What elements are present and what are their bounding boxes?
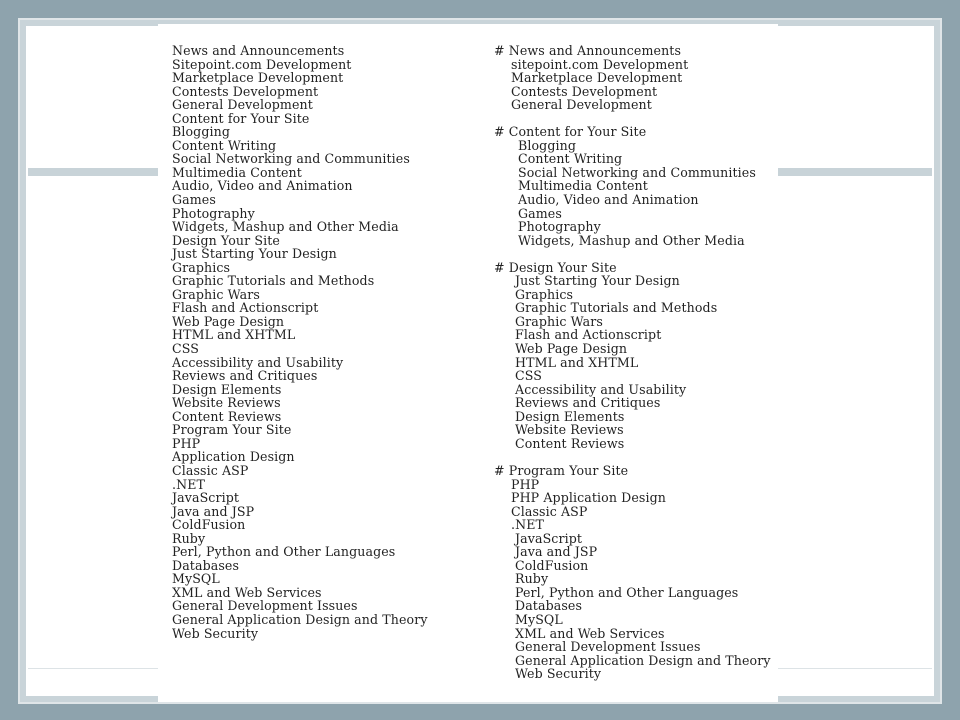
section-heading: # Content for Your Site: [494, 124, 647, 140]
forum-list-item: XML and Web Services: [515, 625, 665, 641]
forum-list-item: Audio, Video and Animation: [518, 192, 699, 208]
forum-list-item: Content Reviews: [515, 435, 625, 451]
section-heading: # Design Your Site: [494, 259, 617, 275]
forum-list-item: Reviews and Critiques: [515, 395, 661, 411]
forum-list-item: PHP Application Design: [511, 490, 666, 506]
forum-list-item: General Application Design and Theory: [515, 652, 771, 668]
forum-list-item: Flash and Actionscript: [172, 300, 319, 316]
forum-list-item: sitepoint.com Development: [511, 56, 689, 72]
forum-list-item: Graphic Tutorials and Methods: [515, 300, 718, 316]
decorative-band-right: [778, 168, 932, 176]
forum-list-item: Social Networking and Communities: [172, 151, 410, 167]
forum-list-item: XML and Web Services: [172, 584, 322, 600]
forum-list-item: HTML and XHTML: [515, 354, 639, 370]
forum-list-item: Audio, Video and Animation: [172, 178, 353, 194]
forum-list-item: Website Reviews: [515, 422, 624, 438]
forum-list-item: Application Design: [172, 449, 295, 465]
forum-list-item: General Development Issues: [515, 639, 701, 655]
forum-list-item: General Development Issues: [172, 598, 358, 614]
forum-list-item: CSS: [172, 341, 199, 357]
forum-list-item: Just Starting Your Design: [515, 273, 680, 289]
forum-list-item: Graphics: [515, 286, 574, 302]
forum-list-item: Content Reviews: [172, 408, 282, 424]
forum-list-item: Just Starting Your Design: [172, 246, 337, 262]
flat-forum-list: [172, 44, 428, 640]
forum-list-item: .NET: [511, 517, 545, 533]
forum-list-item: Games: [172, 192, 216, 208]
forum-list-item: Web Security: [515, 666, 602, 682]
forum-list-item: General Development: [511, 97, 652, 113]
forum-list-item: Program Your Site: [172, 422, 292, 438]
forum-list-item: Databases: [515, 598, 583, 614]
forum-list-item: Social Networking and Communities: [518, 164, 756, 180]
forum-list-item: Graphic Wars: [515, 313, 603, 329]
forum-list-item: Content Writing: [518, 151, 623, 167]
forum-list-item: Reviews and Critiques: [172, 368, 318, 384]
forum-list-item: Databases: [172, 557, 240, 573]
forum-list-item: Photography: [518, 219, 601, 235]
forum-structure-image: [158, 24, 778, 702]
forum-list-item: MySQL: [172, 571, 220, 587]
section-heading: # Program Your Site: [494, 462, 629, 478]
forum-list-item: Ruby: [172, 530, 206, 546]
forum-list-item: Perl, Python and Other Languages: [172, 544, 396, 560]
forum-list-item: Flash and Actionscript: [515, 327, 662, 343]
forum-list-item: Design Elements: [515, 408, 625, 424]
forum-list-item: ColdFusion: [172, 517, 246, 533]
forum-list-item: Web Page Design: [515, 341, 628, 357]
section-spacer: [494, 112, 771, 126]
forum-list-item: Photography: [172, 205, 255, 221]
forum-list-item: JavaScript: [515, 530, 583, 546]
forum-list-item: Content for Your Site: [172, 110, 310, 126]
forum-list-item: Classic ASP: [511, 503, 588, 519]
forum-list-item: Design Your Site: [172, 232, 280, 248]
forum-list-item: PHP: [172, 435, 201, 451]
forum-list-item: Graphic Tutorials and Methods: [172, 273, 375, 289]
forum-list-item: Marketplace Development: [511, 70, 683, 86]
forum-list-item: Widgets, Mashup and Other Media: [518, 232, 745, 248]
forum-list-item: .NET: [172, 476, 206, 492]
forum-list-item: Marketplace Development: [172, 70, 344, 86]
forum-list-item: Contests Development: [172, 83, 319, 99]
forum-list-item: PHP: [511, 476, 540, 492]
forum-list-item: News and Announcements: [172, 43, 345, 58]
forum-list-item: HTML and XHTML: [172, 327, 296, 343]
forum-list-item: Website Reviews: [172, 395, 281, 411]
forum-list-item: ColdFusion: [515, 557, 589, 573]
forum-list-item: Widgets, Mashup and Other Media: [172, 219, 399, 235]
forum-list-item: JavaScript: [172, 490, 240, 506]
forum-list-item: Contests Development: [511, 83, 658, 99]
forum-list-item: Web Security: [172, 625, 259, 641]
forum-list-item: MySQL: [515, 611, 563, 627]
forum-list-item: Content Writing: [172, 137, 277, 153]
decorative-band-left: [28, 168, 158, 176]
forum-list-item: General Application Design and Theory: [172, 611, 428, 627]
forum-list-item: Perl, Python and Other Languages: [515, 584, 739, 600]
forum-list-item: Web Page Design: [172, 313, 285, 329]
forum-list-item: Java and JSP: [515, 544, 598, 560]
section-spacer: [494, 247, 771, 261]
forum-list-item: Blogging: [172, 124, 230, 140]
forum-list-item: Multimedia Content: [172, 164, 302, 180]
forum-list-item: Java and JSP: [172, 503, 255, 519]
forum-list-item: CSS: [515, 368, 542, 384]
forum-list-item: Accessibility and Usability: [172, 354, 344, 370]
forum-list-item: General Development: [172, 97, 313, 113]
forum-list-item: Sitepoint.com Development: [172, 56, 352, 72]
forum-list-item: Ruby: [515, 571, 549, 587]
section-spacer: [494, 450, 771, 464]
forum-list-item: Accessibility and Usability: [515, 381, 687, 397]
grouped-forum-list: [494, 44, 771, 681]
forum-list-item: Graphics: [172, 259, 231, 275]
forum-list-item: Games: [518, 205, 562, 221]
forum-list-item: Blogging: [518, 137, 576, 153]
forum-list-item: Design Elements: [172, 381, 282, 397]
forum-list-item: Multimedia Content: [518, 178, 648, 194]
forum-list-item: Graphic Wars: [172, 286, 260, 302]
section-heading: # News and Announcements: [494, 43, 682, 58]
forum-list-item: Classic ASP: [172, 462, 249, 478]
